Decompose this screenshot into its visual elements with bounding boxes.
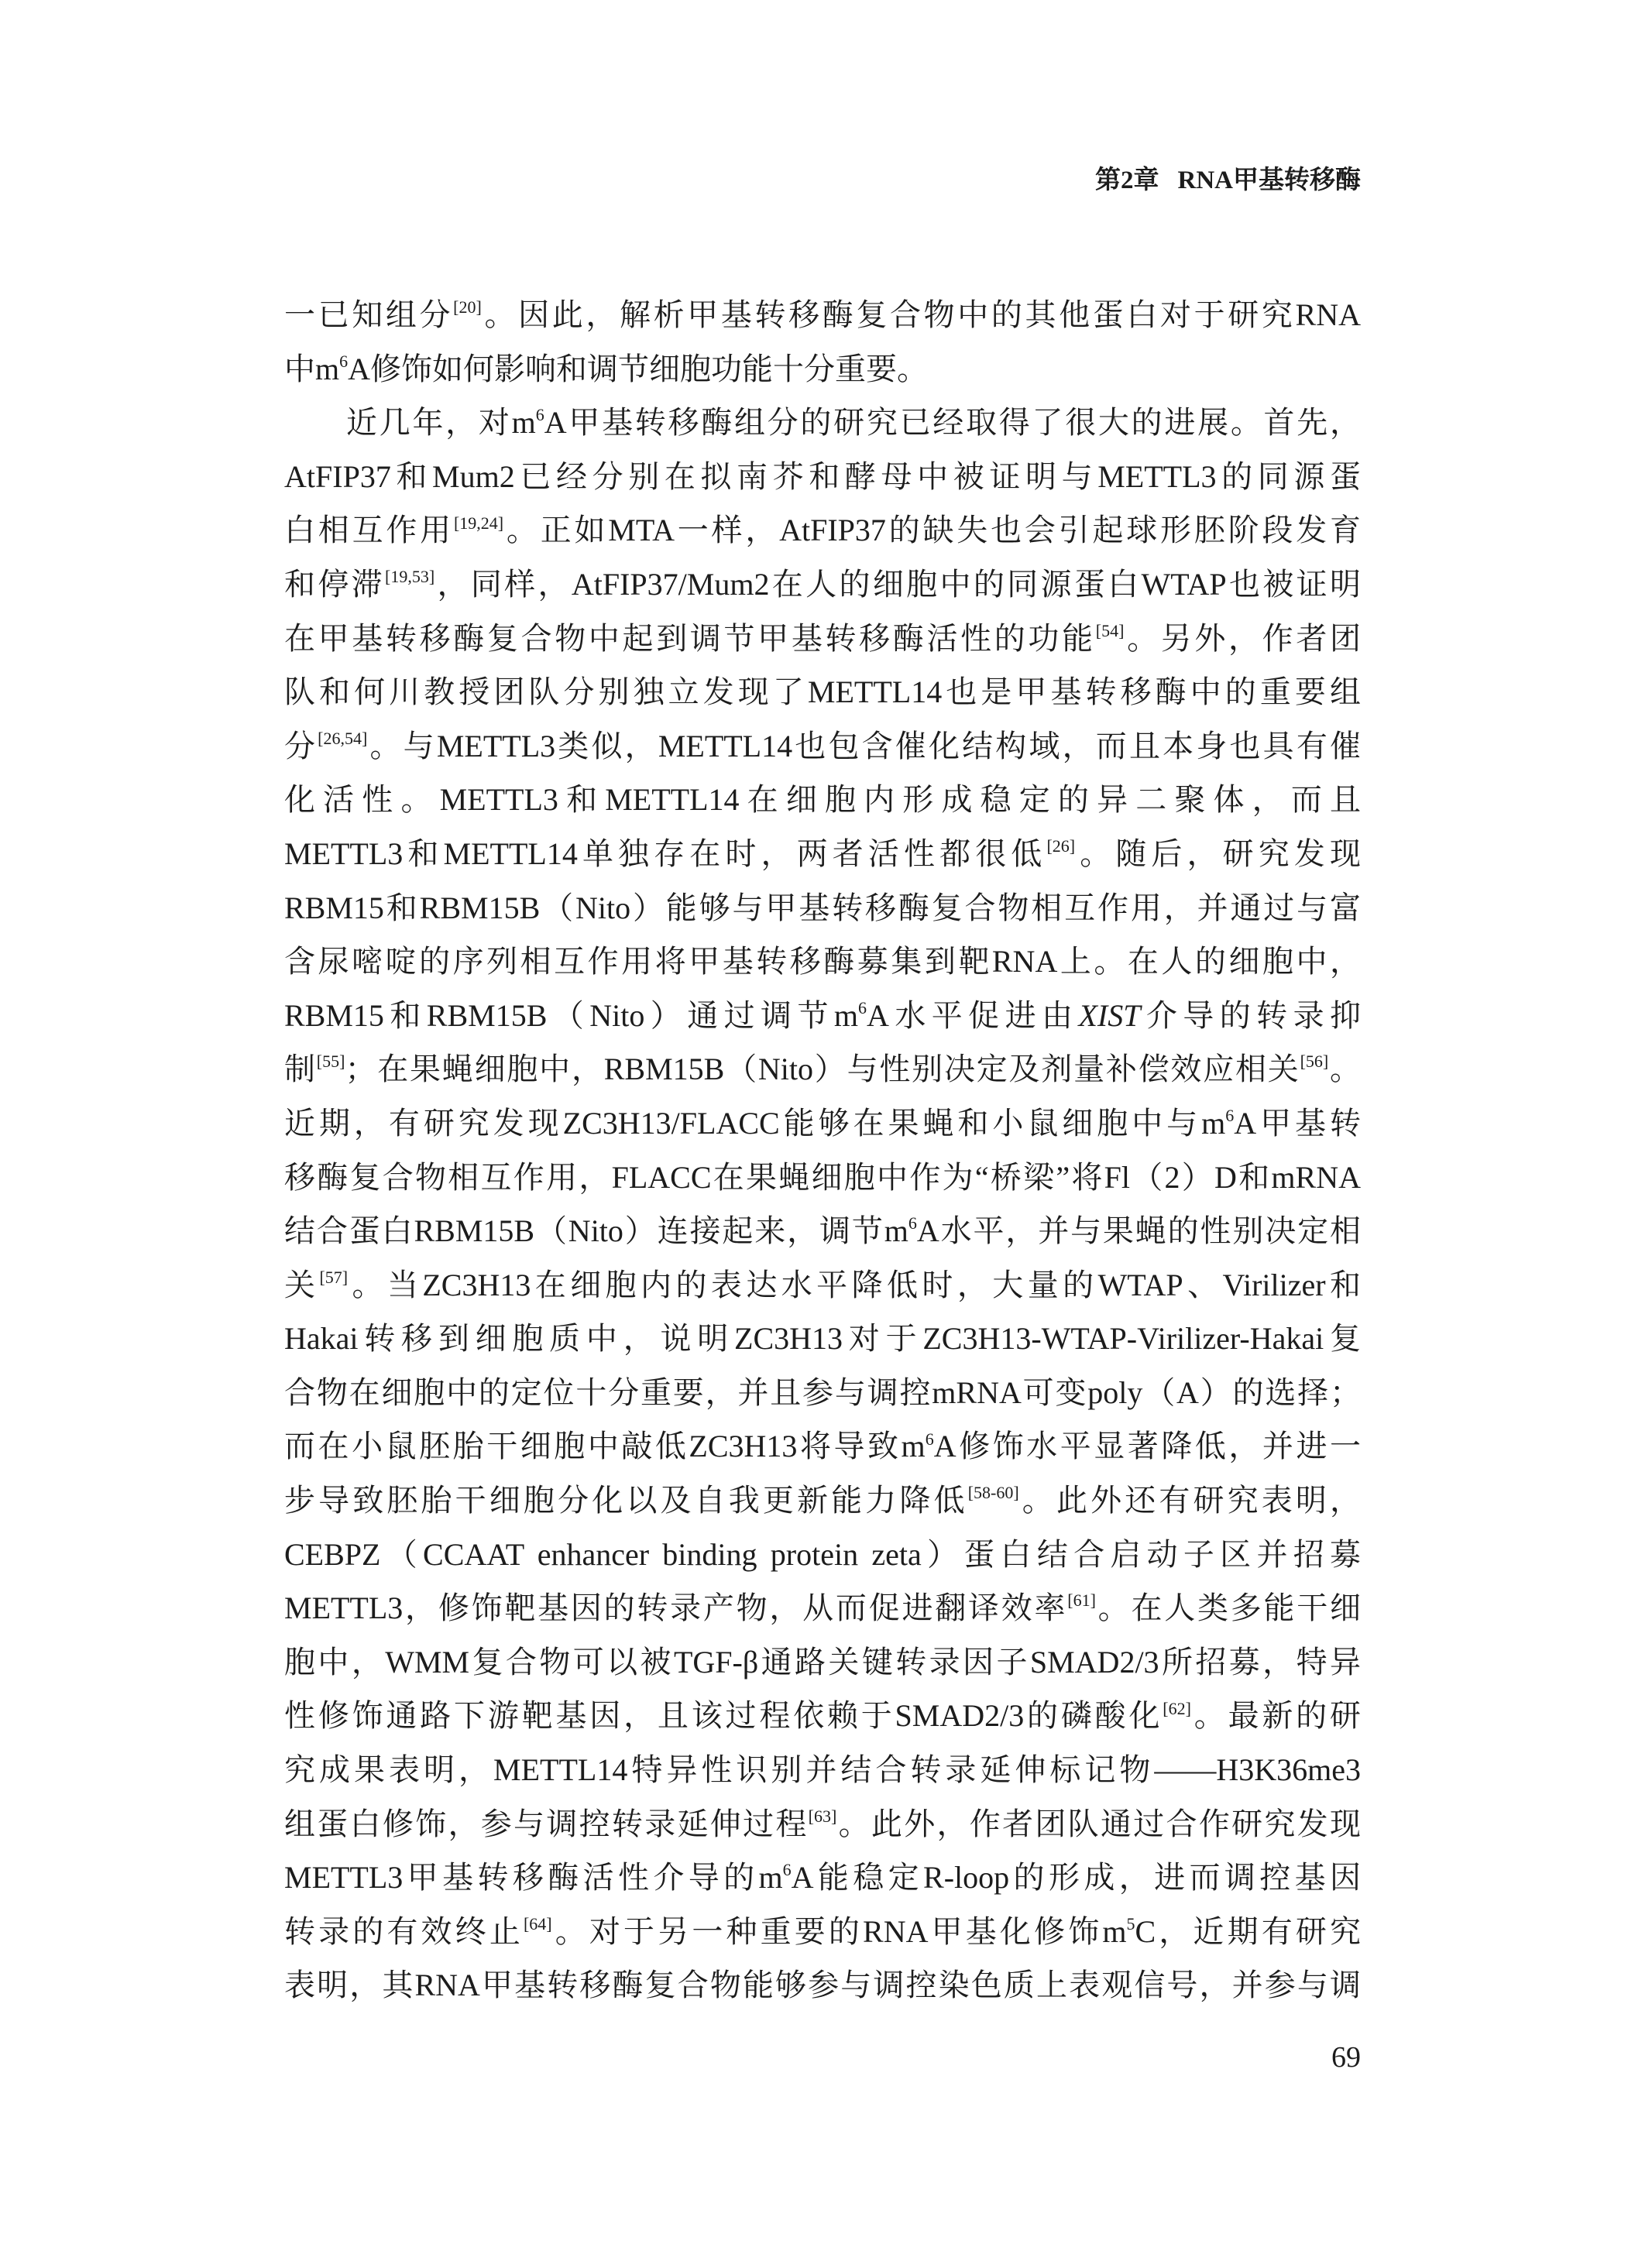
text-line: [284, 1312, 1361, 1366]
text-line: [284, 503, 1361, 558]
text-run: METTL3和METTL14单独存在时，两者活性都很低: [284, 835, 1047, 871]
text-run: 化活性。METTL3和METTL14在细胞内形成稳定的异二聚体，而且: [284, 782, 1361, 818]
text-run: 。当ZC3H13在细胞内的表达水平降低时，大量的WTAP、Virilizer和: [348, 1267, 1362, 1302]
text-run: 。最新的研: [1190, 1698, 1361, 1734]
text-line: [284, 1151, 1361, 1205]
superscript: 6: [1225, 1106, 1235, 1126]
text-line: [284, 1042, 1361, 1096]
text-run: A能稳定R-loop的形成，进而调控基因: [791, 1860, 1362, 1896]
text-line: [284, 1958, 1361, 2012]
paragraph-continued: [284, 288, 1361, 396]
text-line: [284, 342, 1361, 396]
text-line: [284, 288, 1361, 342]
text-run: ；在果蝇细胞中，RBM15B（Nito）与性别决定及剂量补偿效应相关: [345, 1052, 1300, 1087]
text-run: 结合蛋白RBM15B（Nito）连接起来，调节m: [284, 1213, 908, 1249]
citation-ref: [26]: [1046, 836, 1076, 856]
text-line: [284, 1474, 1361, 1528]
text-line: [284, 773, 1361, 827]
text-run: A水平，并与果蝇的性别决定相: [916, 1213, 1361, 1249]
text-run: 。在人类多能干细: [1095, 1590, 1361, 1626]
text-run: 含尿嘧啶的序列相互作用将甲基转移酶募集到靶RNA上。在人的细胞中，: [284, 944, 1361, 980]
text-line: [284, 1096, 1361, 1151]
text-run: AtFIP37和Mum2已经分别在拟南芥和酵母中被证明与METTL3的同源蛋: [284, 458, 1361, 494]
citation-ref: [57]: [319, 1267, 349, 1287]
text-run: 和停滞: [284, 566, 386, 602]
text-run: 而在小鼠胚胎干细胞中敲低ZC3H13将导致m: [284, 1429, 926, 1464]
text-line: [284, 1689, 1361, 1743]
text-run: 表明，其RNA甲基转移酶复合物能够参与调控染色质上表观信号，并参与调: [284, 1968, 1361, 2003]
text-line: [284, 558, 1361, 612]
text-run: 性修饰通路下游靶基因，且该过程依赖于SMAD2/3的磷酸化: [284, 1698, 1163, 1734]
text-run: 关: [284, 1267, 320, 1302]
italic-text: XIST: [1078, 997, 1141, 1033]
superscript: 5: [1126, 1913, 1135, 1933]
body-text: [284, 288, 1361, 2012]
text-line: [284, 935, 1361, 989]
text-run: 胞中，WMM复合物可以被TGF-β通路关键转录因子SMAD2/3所招募，特异: [284, 1644, 1361, 1680]
citation-ref: [58-60]: [967, 1483, 1019, 1503]
chapter-title: RNA甲基转移酶: [1177, 166, 1361, 194]
text-run: A水平促进由: [867, 997, 1079, 1033]
text-run: A修饰水平显著降低，并进一: [933, 1429, 1361, 1464]
text-line: [284, 1635, 1361, 1690]
text-line: [284, 719, 1361, 774]
text-run: Hakai转移到细胞质中，说明ZC3H13对于ZC3H13-WTAP-Virilizer-Hakai复: [284, 1321, 1361, 1357]
text-run: 。与METTL3类似，METTL14也包含催化结构域，而且本身也具有催: [367, 728, 1361, 763]
text-run: RBM15和RBM15B（Nito）通过调节m: [284, 997, 859, 1033]
superscript: 6: [535, 405, 544, 425]
citation-ref: [61]: [1067, 1590, 1096, 1611]
citation-ref: [62]: [1163, 1698, 1191, 1718]
text-run: 步导致胚胎干细胞分化以及自我更新能力降低: [284, 1483, 968, 1518]
citation-ref: [55]: [316, 1052, 345, 1072]
text-run: A甲基转移酶组分的研究已经取得了很大的进展。首先，: [544, 405, 1361, 441]
text-run: METTL3，修饰靶基因的转录产物，从而促进翻译效率: [284, 1590, 1068, 1626]
text-run: 。因此，解析甲基转移酶复合物中的其他蛋白对于研究RNA: [481, 297, 1362, 332]
text-run: 。另外，作者团: [1124, 620, 1361, 656]
text-run: 。正如MTA一样，AtFIP37的缺失也会引起球形胚阶段发育: [503, 513, 1361, 548]
superscript: 6: [908, 1213, 917, 1234]
text-run: 移酶复合物相互作用，FLACC在果蝇细胞中作为“桥梁”将Fl（2）D和mRNA: [284, 1159, 1361, 1195]
citation-ref: [26,54]: [318, 728, 368, 748]
text-run: 。: [1328, 1052, 1362, 1087]
text-run: 白相互作用: [284, 513, 454, 548]
text-run: A修饰如何影响和调节细胞功能十分重要。: [348, 351, 929, 386]
text-run: 在甲基转移酶复合物中起到调节甲基转移酶活性的功能: [284, 620, 1096, 656]
text-run: 分: [284, 728, 318, 763]
text-run: 究成果表明，METTL14特异性识别并结合转录延伸标记物——H3K36me3: [284, 1752, 1361, 1788]
running-header: [1095, 163, 1361, 198]
text-run: METTL3甲基转移酶活性介导的m: [284, 1860, 783, 1896]
text-run: 。随后，研究发现: [1075, 835, 1362, 871]
text-line: [284, 989, 1361, 1043]
text-line: [284, 450, 1361, 504]
text-run: 一已知组分: [284, 297, 454, 332]
text-line: [284, 1258, 1361, 1312]
text-line: [284, 1581, 1361, 1635]
citation-ref: [20]: [453, 297, 482, 317]
text-run: CEBPZ（CCAAT enhancer binding protein zeta）蛋白结合启动子区并招募: [284, 1536, 1361, 1572]
superscript: 6: [339, 351, 349, 371]
text-line: [284, 881, 1361, 935]
text-line: [284, 1905, 1361, 1959]
text-line: [284, 1366, 1361, 1420]
chapter-number: 第2章: [1095, 166, 1159, 194]
text-line: [284, 1528, 1361, 1582]
text-line: [284, 612, 1361, 666]
superscript: 6: [925, 1429, 934, 1449]
text-run: C，近期有研究: [1135, 1913, 1361, 1949]
text-line: [284, 396, 1361, 450]
text-line: [284, 1204, 1361, 1258]
text-run: ，同样，AtFIP37/Mum2在人的细胞中的同源蛋白WTAP也被证明: [434, 566, 1361, 602]
citation-ref: [63]: [808, 1806, 837, 1826]
text-run: 近几年，对m: [346, 405, 536, 441]
citation-ref: [56]: [1300, 1052, 1329, 1072]
citation-ref: [54]: [1095, 620, 1125, 640]
text-run: 。此外，作者团队通过合作研究发现: [836, 1806, 1361, 1841]
text-run: 中m: [284, 351, 340, 386]
text-line: [284, 665, 1361, 719]
text-line: [284, 1851, 1361, 1905]
paragraph: [284, 396, 1361, 2012]
text-run: 合物在细胞中的定位十分重要，并且参与调控mRNA可变poly（A）的选择；: [284, 1374, 1361, 1410]
text-line: [284, 827, 1361, 881]
text-run: 。此外还有研究表明，: [1018, 1483, 1362, 1518]
text-run: RBM15和RBM15B（Nito）能够与甲基转移酶复合物相互作用，并通过与富: [284, 890, 1361, 925]
text-line: [284, 1743, 1361, 1797]
text-run: 制: [284, 1052, 317, 1087]
text-run: 组蛋白修饰，参与调控转录延伸过程: [284, 1806, 809, 1841]
text-run: 。对于另一种重要的RNA甲基化修饰m: [551, 1913, 1127, 1949]
text-line: [284, 1797, 1361, 1851]
citation-ref: [64]: [523, 1913, 552, 1933]
text-run: 近期，有研究发现ZC3H13/FLACC能够在果蝇和小鼠细胞中与m: [284, 1105, 1226, 1141]
superscript: 6: [858, 997, 867, 1017]
page-number: 69: [1331, 2041, 1361, 2074]
text-run: 转录的有效终止: [284, 1913, 524, 1949]
citation-ref: [19,24]: [453, 513, 504, 533]
superscript: 6: [782, 1860, 792, 1880]
text-run: A甲基转: [1234, 1105, 1362, 1141]
text-line: [284, 1419, 1361, 1474]
citation-ref: [19,53]: [385, 567, 435, 587]
text-run: 队和何川教授团队分别独立发现了METTL14也是甲基转移酶中的重要组: [284, 674, 1361, 710]
text-run: 介导的转录抑: [1140, 997, 1362, 1033]
